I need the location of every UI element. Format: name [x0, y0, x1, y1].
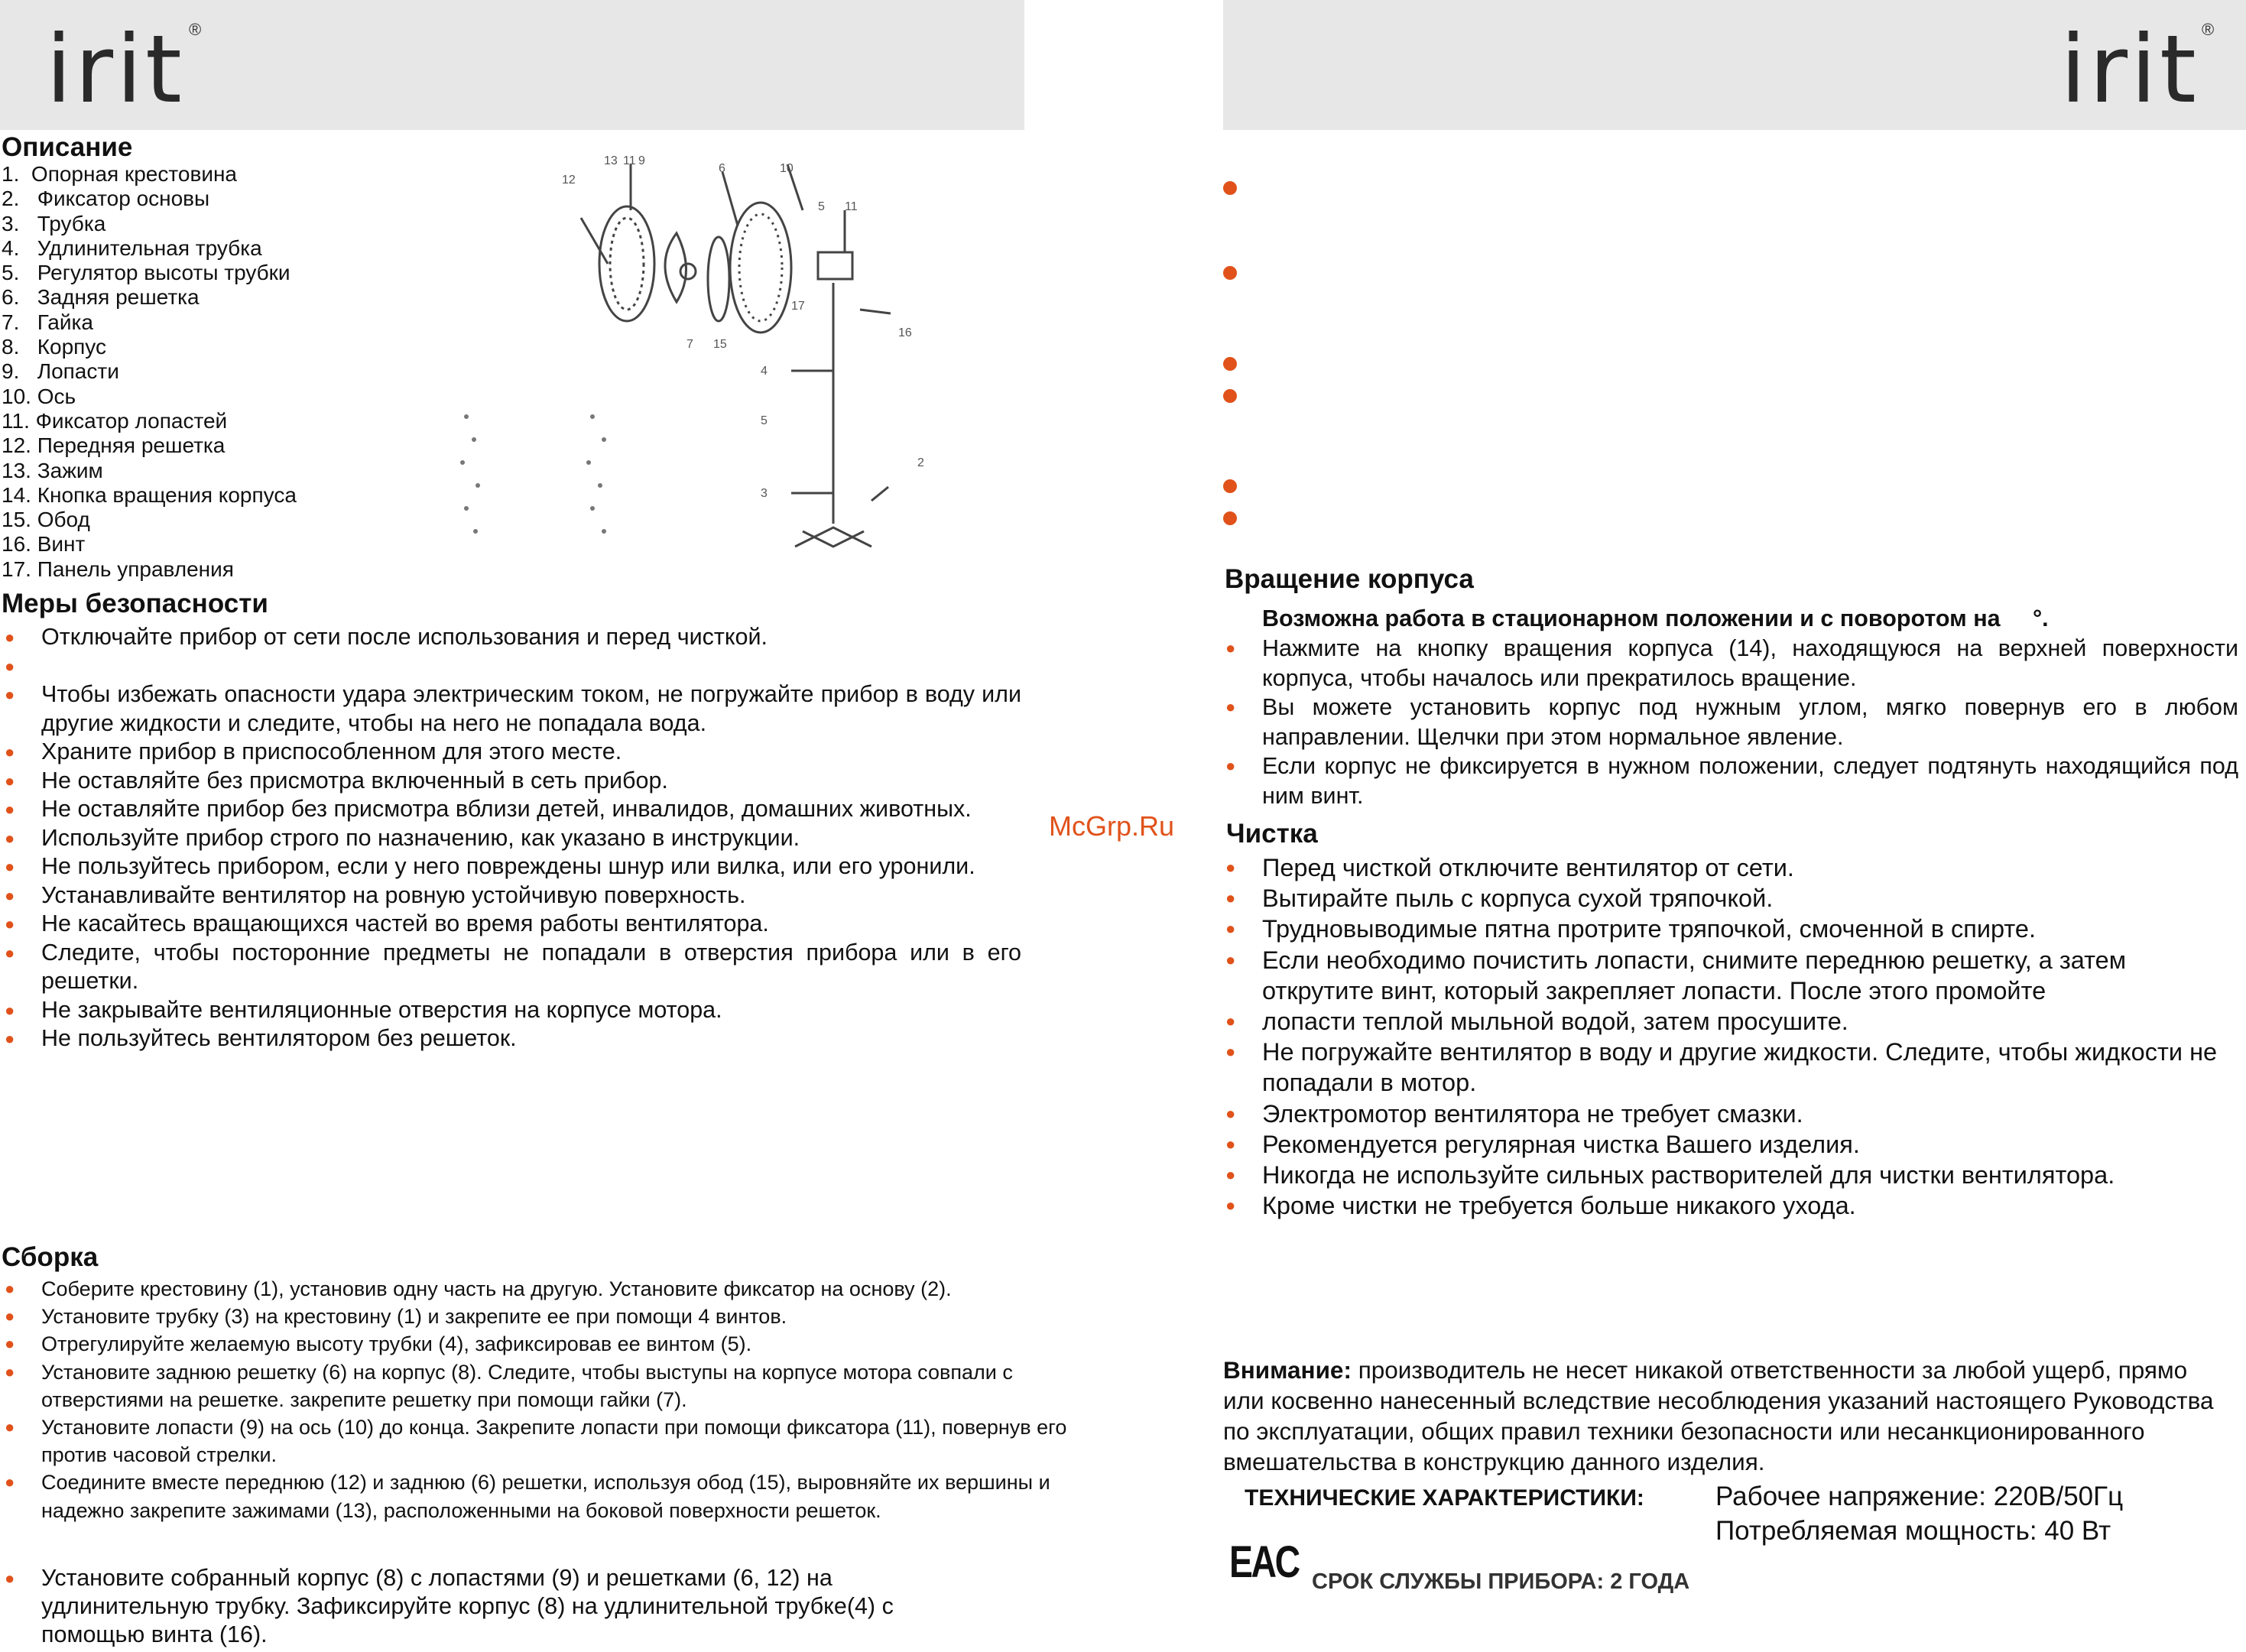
rotation-item: ● Вы можете установить корпус под нужным углом, мягко повернув его в любом направлении. Щелчки при этом нормальное явление. [1225, 693, 2238, 751]
diagram-label: 6 [719, 162, 725, 175]
registered-mark-right: ® [2202, 20, 2215, 39]
description-item: 7. Гайка [2, 310, 93, 334]
diagram-label: 10 [780, 162, 794, 175]
assembly-item: ● Отрегулируйте желаемую высоту трубки (4), зафиксировав ее винтом (5). [5, 1330, 1105, 1358]
assembly-title: Сборка [2, 1242, 99, 1272]
safety-item: ● Не оставляйте прибор без присмотра вблизи детей, инвалидов, домашних животных. [5, 795, 1021, 824]
diagram-label: 11 [623, 154, 636, 167]
safety-item: ● Не пользуйтесь вентилятором без решеток. [5, 1024, 1021, 1053]
warning-text: производитель не несет никакой ответственности за любой ущерб, прямо или косвенно нанесенный вследствие несоблюдения указаний настоящего Руководства по эксплуатации, общих правил техники безопасности или несанкционированного вмешательства в конструкцию данного изделия. [1223, 1356, 2214, 1475]
cleaning-item: ● Перед чисткой отключите вентилятор от сети. [1225, 852, 2242, 883]
watermark: McGrp.Ru [1049, 810, 1175, 842]
cleaning-item: ● Вытирайте пыль с корпуса сухой тряпочкой. [1225, 883, 2242, 914]
description-item: 10. Ось [2, 384, 76, 408]
eac-mark: EAC [1229, 1537, 1299, 1587]
description-item: 5. Регулятор высоты трубки [2, 261, 290, 285]
safety-item: ● Чтобы избежать опасности удара электрическим током, не погружайте прибор в воду или другие жидкости и следите, чтобы на него не попадала вода. [5, 680, 1021, 738]
description-item: 4. Удлинительная трубка [2, 235, 262, 260]
rotation-list [1225, 634, 2238, 810]
description-item: 3. Трубка [2, 211, 106, 235]
cleaning-title: Чистка [1226, 819, 1318, 849]
assembly-item: ● Установите заднюю решетку (6) на корпус (8). Следите, чтобы выступы на корпусе мотора совпали с отверстиями на решетке. закрепите решетку при помощи гайки (7). [5, 1358, 1105, 1413]
description-item: 11. Фиксатор лопастей [2, 408, 228, 433]
safety-item: ● Используйте прибор строго по назначению, как указано в инструкции. [5, 824, 1021, 853]
rotation-item: ● Если корпус не фиксируется в нужном положении, следует подтянуть находящийся под ним винт. [1225, 751, 2238, 810]
description-item: 13. Зажим [2, 458, 103, 482]
rotation-title: Вращение корпуса [1225, 564, 1474, 594]
cleaning-list [1225, 852, 2242, 1221]
cleaning-item: ● Трудновыводимые пятна протрите тряпочкой, смоченной в спирте. [1225, 914, 2242, 944]
diagram-label: 12 [562, 174, 576, 187]
description-item: 2. Фиксатор основы [2, 187, 210, 211]
specs-power: Потребляемая мощность: 40 Вт [1715, 1516, 2111, 1546]
assembly-item: ● Установите лопасти (9) на ось (10) до конца. Закрепите лопасти при помощи фиксатора (11), повернув его против часовой стрелки. [5, 1413, 1105, 1469]
description-title: Описание [2, 132, 133, 162]
specs-label: ТЕХНИЧЕСКИЕ ХАРАКТЕРИСТИКИ: [1245, 1485, 1644, 1511]
description-item: 12. Передняя решетка [2, 433, 226, 458]
description-item: 6. Задняя решетка [2, 285, 200, 310]
safety-list [5, 623, 1021, 1053]
diagram-label: 4 [761, 365, 768, 378]
safety-item: ● Отключайте прибор от сети после использования и перед чисткой. [5, 623, 1021, 652]
diagram-label: 2 [917, 456, 924, 469]
cleaning-item: ● Рекомендуется регулярная чистка Вашего изделия. [1225, 1129, 2242, 1160]
description-item: 15. Обод [2, 508, 90, 532]
assembly-last-list [5, 1564, 998, 1649]
registered-mark-left: ® [189, 20, 202, 39]
safety-item: ● Храните прибор в приспособленном для этого месте. [5, 738, 1021, 767]
warning-label: Внимание: [1223, 1356, 1352, 1384]
description-item: 1. Опорная крестовина [2, 162, 237, 186]
safety-item: ● Следите, чтобы посторонние предметы не попадали в отверстия прибора или в его решетки. [5, 939, 1021, 996]
diagram-label: 9 [638, 154, 645, 167]
diagram-label: 13 [604, 154, 618, 167]
diagram-label: 15 [713, 338, 727, 351]
safety-item: ● Устанавливайте вентилятор на ровную устойчивую поверхность. [5, 881, 1021, 910]
assembly-list [5, 1275, 1105, 1524]
diagram-label: 5 [761, 414, 768, 427]
diagram-label: 11 [845, 200, 858, 213]
rotation-item: ● Нажмите на кнопку вращения корпуса (14), находящуюся на верхней поверхности корпуса, чтобы началось или прекратилось вращение. [1225, 634, 2238, 693]
assembly-item: ● Установите трубку (3) на крестовину (1) и закрепите ее при помощи 4 винтов. [5, 1303, 1105, 1330]
safety-title: Меры безопасности [2, 589, 268, 618]
description-item: 17. Панель управления [2, 557, 234, 581]
bullet-marker [1223, 266, 1237, 280]
warning-paragraph [1223, 1355, 2217, 1477]
cleaning-item: ● лопасти теплой мыльной водой, затем просушите. [1225, 1006, 2242, 1037]
bullet-marker [1223, 389, 1237, 403]
specs-voltage: Рабочее напряжение: 220В/50Гц [1715, 1482, 2124, 1511]
fan-parts-diagram [443, 149, 963, 577]
diagram-label: 3 [761, 487, 768, 500]
safety-item: ● Не пользуйтесь прибором, если у него повреждены шнур или вилка, или его уронили. [5, 852, 1021, 881]
brand-logo-right: irit [2060, 15, 2199, 124]
description-item: 9. Лопасти [2, 359, 119, 384]
description-item: 14. Кнопка вращения корпуса [2, 482, 297, 507]
brand-logo-left: irit [46, 15, 185, 124]
assembly-last-item: ● Установите собранный корпус (8) с лопастями (9) и решетками (6, 12) на удлинительную трубку. Зафиксируйте корпус (8) на удлинительной трубке(4) с помощью винта (16). [5, 1564, 998, 1649]
description-item: 16. Винт [2, 532, 86, 557]
assembly-item: ● Соедините вместе переднюю (12) и заднюю (6) решетки, используя обод (15), выровняйте их вершины и надежно закрепите зажимами (13), расположенными на боковой поверхности решеток. [5, 1469, 1105, 1524]
rotation-intro: Возможна работа в стационарном положении и с поворотом на °. [1262, 605, 2049, 631]
safety-item [5, 652, 1021, 681]
description-list [2, 162, 297, 582]
diagram-label: 17 [791, 300, 805, 313]
diagram-label: 16 [898, 326, 912, 339]
safety-item: ● Не касайтесь вращающихся частей во время работы вентилятора. [5, 910, 1021, 939]
cleaning-item: ● Никогда не используйте сильных растворителей для чистки вентилятора. [1225, 1160, 2242, 1190]
description-item: 8. Корпус [2, 335, 106, 359]
safety-item: ● Не оставляйте без присмотра включенный в сеть прибор. [5, 767, 1021, 796]
bullet-marker [1223, 181, 1237, 195]
cleaning-item: ● Кроме чистки не требуется больше никакого ухода. [1225, 1190, 2242, 1221]
diagram-label: 5 [818, 200, 825, 213]
cleaning-item: ● Не погружайте вентилятор в воду и другие жидкости. Следите, чтобы жидкости не попадали в мотор. [1225, 1037, 2242, 1098]
diagram-label: 7 [686, 338, 693, 351]
service-life: СРОК СЛУЖБЫ ПРИБОРА: 2 ГОДА [1312, 1569, 1690, 1594]
cleaning-item: ● Электромотор вентилятора не требует смазки. [1225, 1099, 2242, 1129]
bullet-marker [1223, 511, 1237, 525]
assembly-item: ● Соберите крестовину (1), установив одну часть на другую. Установите фиксатор на основу (2). [5, 1275, 1105, 1303]
bullet-marker [1223, 357, 1237, 371]
cleaning-item: ● Если необходимо почистить лопасти, снимите переднюю решетку, а затем открутите винт, который закрепляет лопасти. После этого промойте [1225, 945, 2242, 1006]
bullet-marker [1223, 479, 1237, 493]
safety-item: ● Не закрывайте вентиляционные отверстия на корпусе мотора. [5, 996, 1021, 1025]
